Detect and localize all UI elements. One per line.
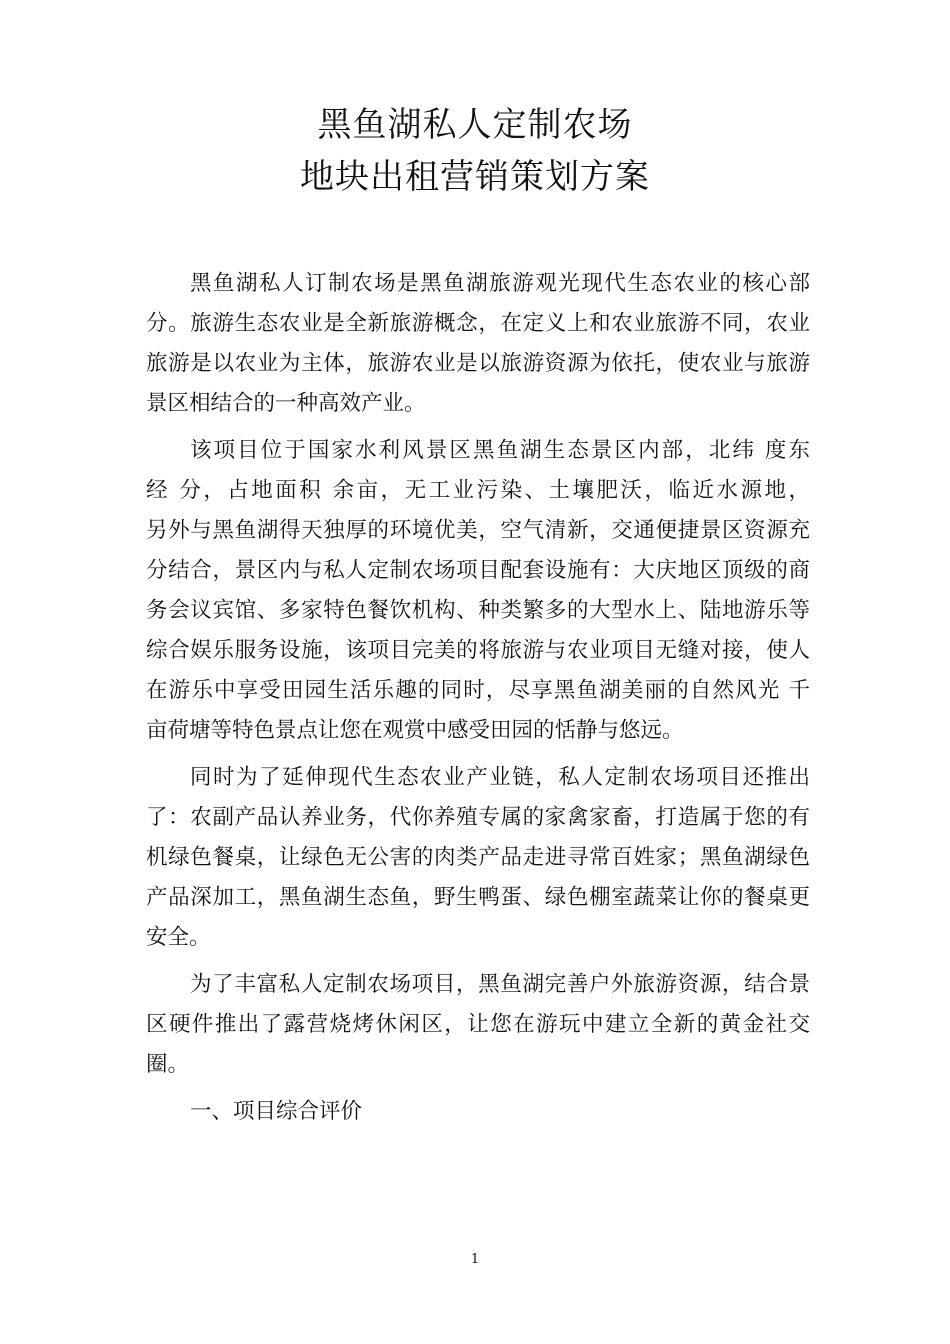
paragraph-1-line-4: 景区相结合的一种高效产业。 xyxy=(146,391,426,416)
paragraph-3-line-2: 了：农副产品认养业务，代你养殖专属的家禽家畜，打造属于您的有 xyxy=(146,805,810,830)
paragraph-4-line-2: 区硬件推出了露营烧烤休闲区，让您在游玩中建立全新的黄金社交 xyxy=(146,1012,810,1037)
document-body xyxy=(146,264,810,1132)
paragraph-3-line-4: 产品深加工，黑鱼湖生态鱼，野生鸭蛋、绿色棚室蔬菜让你的餐桌更 xyxy=(146,885,810,910)
paragraph-1-line-2: 分。旅游生态农业是全新旅游概念，在定义上和农业旅游不同，农业 xyxy=(146,311,810,336)
document-title-line-1: 黑鱼湖私人定制农场 xyxy=(317,105,633,145)
paragraph-2-line-6: 综合娱乐服务设施，该项目完美的将旅游与农业项目无缝对接，使人 xyxy=(146,638,810,663)
paragraph-2-line-7: 在游乐中享受田园生活乐趣的同时，尽享黑鱼湖美丽的自然风光 千 xyxy=(146,678,810,703)
paragraph-2-line-5: 务会议宾馆、多家特色餐饮机构、种类繁多的大型水上、陆地游乐等 xyxy=(146,598,810,623)
paragraph-1-line-3: 旅游是以农业为主体，旅游农业是以旅游资源为依托，使农业与旅游 xyxy=(146,351,810,376)
paragraph-3-line-5: 安全。 xyxy=(146,925,211,950)
paragraph-2-line-2: 经 分，占地面积 余亩，无工业污染、土壤肥沃，临近水源地， xyxy=(146,478,810,503)
paragraph-4-line-1: 为了丰富私人定制农场项目，黑鱼湖完善户外旅游资源，结合景 xyxy=(190,972,810,997)
paragraph-1-line-1: 黑鱼湖私人订制农场是黑鱼湖旅游观光现代生态农业的核心部 xyxy=(190,271,810,296)
paragraph-2-line-4: 分结合，景区内与私人定制农场项目配套设施有：大庆地区顶级的商 xyxy=(146,558,810,583)
document-title-line-2: 地块出租营销策划方案 xyxy=(300,157,650,197)
paragraph-3-line-3: 机绿色餐桌，让绿色无公害的肉类产品走进寻常百姓家；黑鱼湖绿色 xyxy=(146,845,810,870)
paragraph-3-line-1: 同时为了延伸现代生态农业产业链，私人定制农场项目还推出 xyxy=(190,765,810,790)
paragraph-2-line-1: 该项目位于国家水利风景区黑鱼湖生态景区内部，北纬 度东 xyxy=(190,438,810,463)
paragraph-2-line-3: 另外与黑鱼湖得天独厚的环境优美，空气清新，交通便捷景区资源充 xyxy=(146,518,810,543)
section-heading-project-evaluation: 一、项目综合评价 xyxy=(190,1099,363,1124)
paragraph-2-line-8: 亩荷塘等特色景点让您在观赏中感受田园的恬静与悠远。 xyxy=(146,718,684,743)
paragraph-4-line-3: 圈。 xyxy=(146,1052,190,1077)
page-number: 1 xyxy=(470,1252,480,1267)
